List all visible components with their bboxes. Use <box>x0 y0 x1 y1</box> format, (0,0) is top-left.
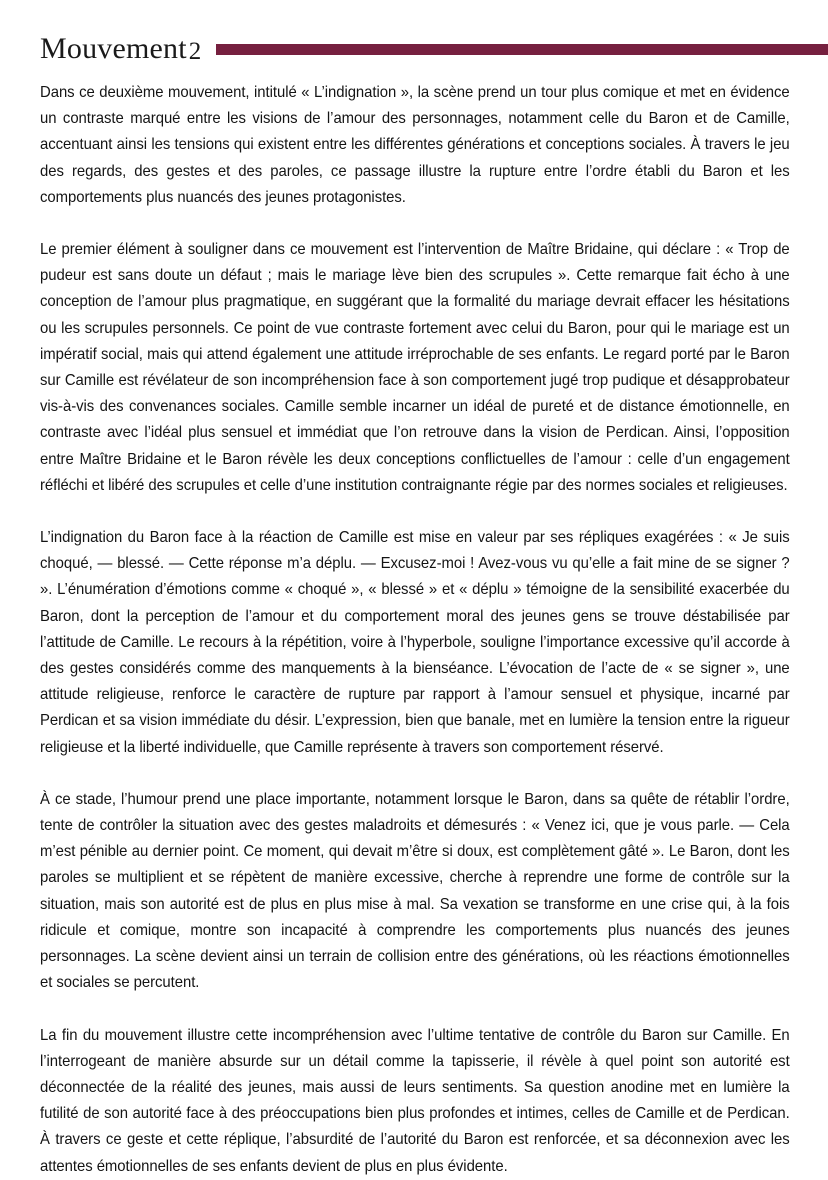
page-title <box>40 34 201 64</box>
heading-rule-decoration <box>216 44 828 55</box>
section-heading <box>0 28 828 70</box>
document-body <box>40 80 790 1180</box>
page-title-text: Mouvement <box>40 32 187 65</box>
body-paragraph: Dans ce deuxième mouvement, intitulé « L’indignation », la scène prend un tour plus comique et met en évidence un contraste marqué entre les visions de l’amour des personnages, notamment celle du Baron et de Camille, accentuant ainsi les tensions qui existent entre les différentes générations et conceptions sociales. À travers le jeu des regards, des gestes et des paroles, ce passage illustre la rupture entre l’ordre établi du Baron et les comportements plus nuancés des jeunes protagonistes. <box>40 84 790 206</box>
body-paragraph: À ce stade, l’humour prend une place importante, notamment lorsque le Baron, dans sa quête de rétablir l’ordre, tente de contrôler la situation avec des gestes maladroits et démesurés : « Venez ici, que je vous parle. — Cela m’est pénible au dernier point. Ce moment, qui devait m’être si doux, est complètement gâté ». Le Baron, dont les paroles se multiplient et se répètent de manière excessive, cherche à reprendre une forme de contrôle sur la situation, mais son autorité est de plus en plus mise à mal. Sa vexation se transforme en une crise qui, à la fois ridicule et comique, montre son incapacité à comprendre les comportements plus nuancés des jeunes personnages. La scène devient ainsi un terrain de collision entre des générations, où les réactions émotionnelles et sociales se percutent. <box>40 790 790 992</box>
page-title-number: 2 <box>188 38 202 65</box>
body-paragraph: L’indignation du Baron face à la réaction de Camille est mise en valeur par ses répliques exagérées : « Je suis choqué, — blessé. — Cette réponse m’a déplu. — Excusez-moi ! Avez-vous vu qu’elle a fait mine de se signer ? ». L’énumération d’émotions comme « choqué », « blessé » et « déplu » témoigne de la sensibilité exacerbée du Baron, dont la perception de l’amour et du comportement moral des jeunes gens se trouve déstabilisée par l’attitude de Camille. Le recours à la répétition, voire à l’hyperbole, souligne l’importance excessive qu’il accorde à des gestes considérés comme des manquements à la bienséance. L’évocation de l’acte de « se signer », une attitude religieuse, renforce le caractère de rupture par rapport à l’amour sensuel et physique, incarné par Perdican et sa vision immédiate du désir. L’expression, bien que banale, met en lumière la tension entre la rigueur religieuse et la liberté individuelle, que Camille représente à travers son comportement réservé. <box>40 529 790 756</box>
body-paragraph: La fin du mouvement illustre cette incompréhension avec l’ultime tentative de contrôle du Baron sur Camille. En l’interrogeant de manière absurde sur un détail comme la tapisserie, il révèle à quel point son autorité est déconnectée de la réalité des jeunes, mais aussi de leurs sentiments. Sa question anodine met en lumière la futilité de son autorité face à des préoccupations bien plus profondes et intimes, celles de Camille et de Perdican. À travers ce geste et cette réplique, l’absurdité de l’autorité du Baron est renforcée, et sa déconnexion avec les attentes émotionnelles de ses enfants devient de plus en plus évidente. <box>40 1026 790 1175</box>
body-paragraph: Le premier élément à souligner dans ce mouvement est l’intervention de Maître Bridaine, qui déclare : « Trop de pudeur est sans doute un défaut ; mais le mariage lève bien des scrupules ». Cette remarque fait écho à une conception de l’amour plus pragmatique, en suggérant que la formalité du mariage devrait effacer les hésitations ou les scrupules personnels. Ce point de vue contraste fortement avec celui du Baron, pour qui le mariage est un impératif social, mais qui attend également une attitude irréprochable de ses enfants. Le regard porté par le Baron sur Camille est révélateur de son incompréhension face à son comportement jugé trop pudique et désapprobateur vis-à-vis des convenances sociales. Camille semble incarner un idéal de pureté et de distance émotionnelle, en contraste avec l’idéal plus sensuel et immédiat que l’on retrouve dans la vision de Perdican. Ainsi, l’opposition entre Maître Bridaine et le Baron révèle les deux conceptions conflictuelles de l’amour : celle d’un engagement réfléchi et libéré des scrupules et celle d’une institution contraignante régie par des normes sociales et religieuses. <box>40 241 790 494</box>
